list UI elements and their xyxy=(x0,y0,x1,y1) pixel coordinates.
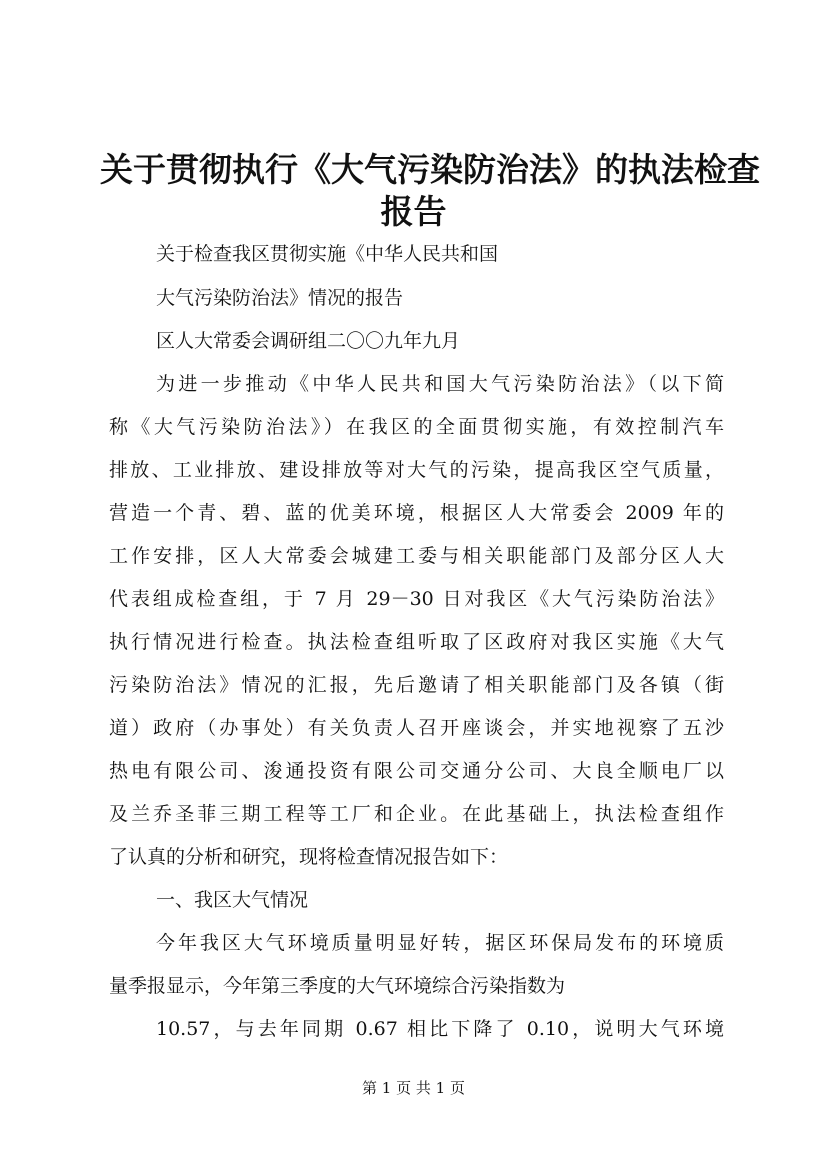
section-heading: 一、我区大气情况 xyxy=(156,889,309,911)
body-line: 代表组成检查组，于 7 月 29－30 日对我区《大气污染防治法》 xyxy=(109,588,724,610)
page-number-footer: 第 1 页 共 1 页 xyxy=(362,1079,465,1097)
body-line: 为进一步推动《中华人民共和国大气污染防治法》（以下简 xyxy=(156,373,724,395)
body-line: 及兰乔圣菲三期工程等工厂和企业。在此基础上，执法检查组作 xyxy=(109,803,724,825)
body-line: 工作安排，区人大常委会城建工委与相关职能部门及部分区人大 xyxy=(109,545,724,567)
body-line: 污染防治法》情况的汇报，先后邀请了相关职能部门及各镇（街 xyxy=(109,674,724,696)
body-line: 大气污染防治法》情况的报告 xyxy=(156,287,404,309)
body-line: 关于检查我区贯彻实施《中华人民共和国 xyxy=(156,243,499,265)
body-line: 道）政府（办事处）有关负责人召开座谈会，并实地视察了五沙 xyxy=(109,717,724,739)
body-line: 量季报显示，今年第三季度的大气环境综合污染指数为 xyxy=(109,975,566,997)
body-line: 称《大气污染防治法》）在我区的全面贯彻实施，有效控制汽车 xyxy=(109,416,724,438)
body-line: 10.57，与去年同期 0.67 相比下降了 0.10，说明大气环境 xyxy=(156,1018,724,1040)
body-line: 热电有限公司、浚通投资有限公司交通分公司、大良全顺电厂以 xyxy=(109,760,724,782)
body-line: 区人大常委会调研组二〇〇九年九月 xyxy=(156,330,461,352)
document-title-line-1: 关于贯彻执行《大气污染防治法》的执法检查 xyxy=(100,150,760,189)
body-line: 了认真的分析和研究，现将检查情况报告如下： xyxy=(109,846,509,868)
body-line: 执行情况进行检查。执法检查组听取了区政府对我区实施《大气 xyxy=(109,631,724,653)
body-line: 排放、工业排放、建设排放等对大气的污染，提高我区空气质量， xyxy=(109,459,724,481)
body-line: 今年我区大气环境质量明显好转，据区环保局发布的环境质 xyxy=(156,932,724,954)
body-line: 营造一个青、碧、蓝的优美环境，根据区人大常委会 2009 年的 xyxy=(109,502,724,524)
document-title-line-2: 报告 xyxy=(380,192,447,231)
